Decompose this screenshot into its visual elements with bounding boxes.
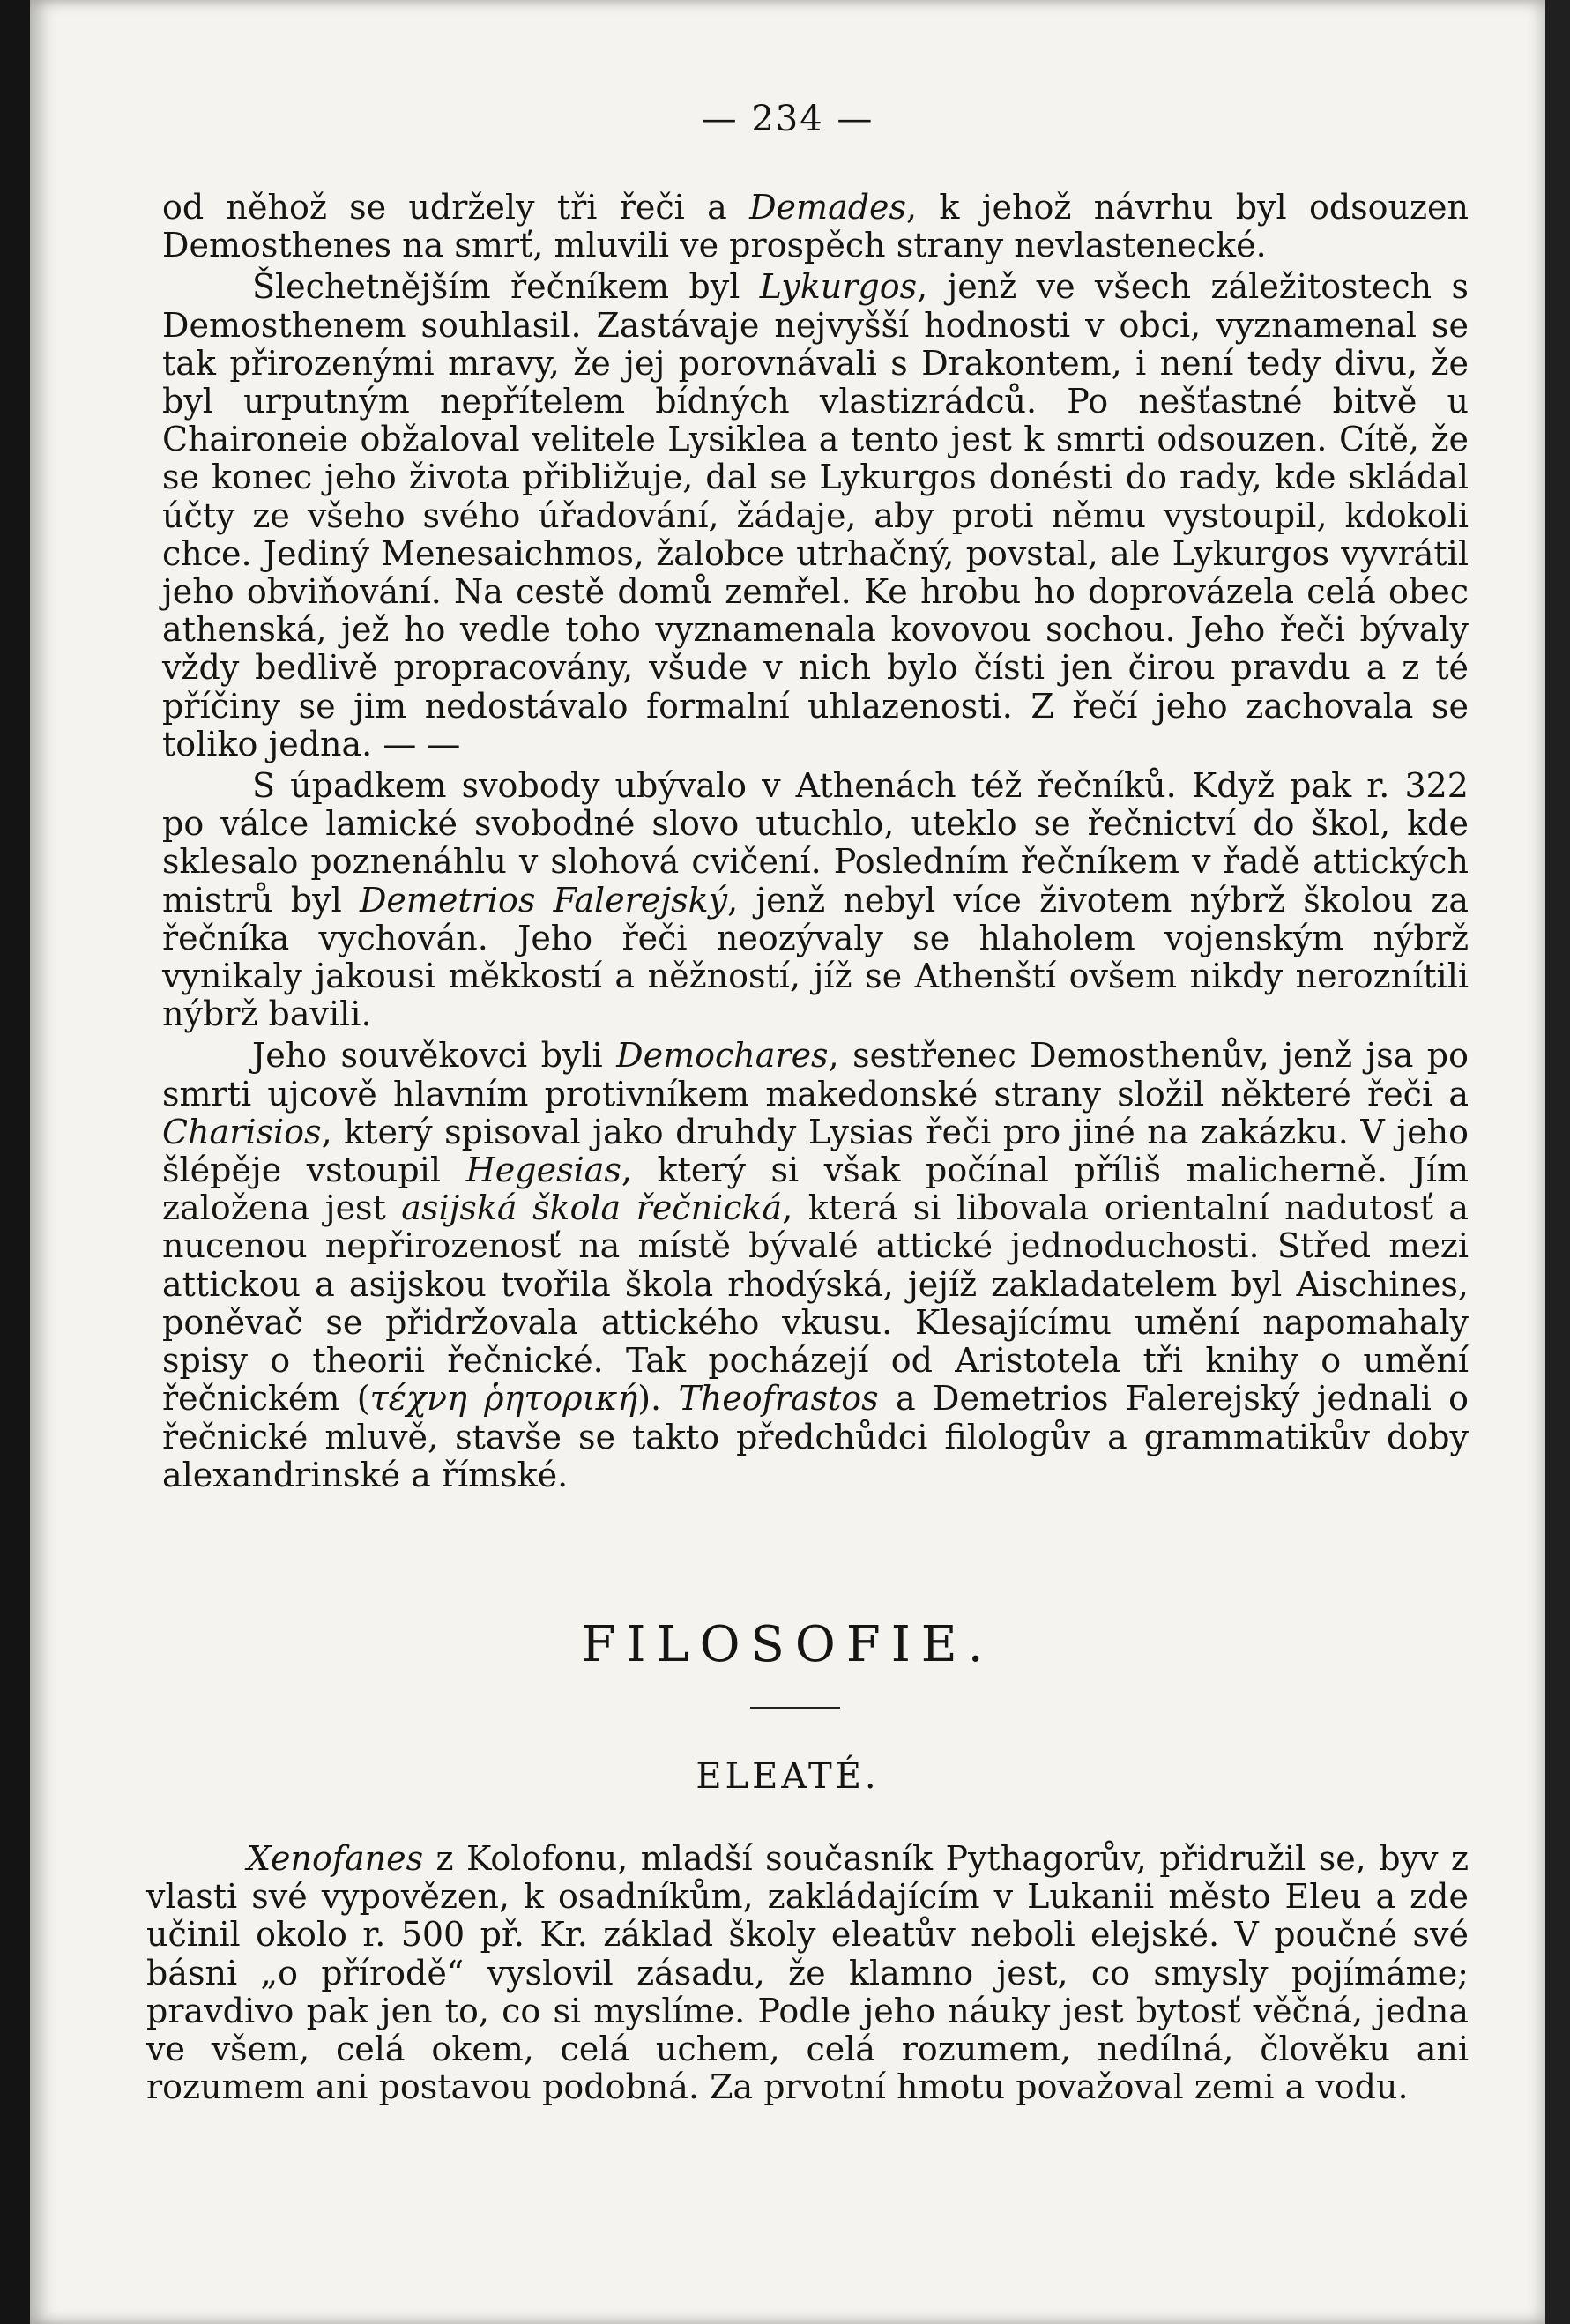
italic-term: Demades [749, 188, 907, 227]
scan-edge-right [1545, 0, 1570, 2324]
page-number: — 234 — [701, 99, 874, 139]
text-run: , jenž nebyl více životem nýbrž školou za řečníka vychován. Jeho řeči neozývaly se hlaholem vojenským nýbrž vynikaly jakousi měkkostí a něžností, jíž se Athenští ovšem nikdy neroznítili nýbrž bavili. [162, 880, 1470, 1034]
text-run: a Demetrios Falerejský jednali o řečnické mluvě, stavše se takto předchůdci filologův a grammatikův doby alexandrinské a římské. [162, 1379, 1470, 1494]
italic-term: Hegesias [465, 1151, 621, 1190]
text-run: , sestřenec Demosthenův, jenž jsa po smrti ujcově hlavním protivníkem makedonské strany složil některé řeči a [162, 1036, 1470, 1114]
text-run: z Kolofonu, mladší současník Pythagorův, přidružil se, byv z vlasti své vypovězen, k osadníkům, zakládajícím v Lukanii město Eleu a zde učinil okolo r. 500 př. Kr. základ školy eleatův neboli elejské. V poučné své básni „o přírodě“ vyslovil zásadu, že klamno jest, co smysly pojímáme; pravdivo pak jen to, co si myslíme. Podle jeho náuky jest bytosť věčná, jedna ve všem, celá okem, celá uchem, celá rozumem, nedílná, člověku ani rozumem ani postavou podobná. Za prvotní hmotu považoval zemi a vodu. [146, 1839, 1469, 2107]
scan-edge-left [0, 0, 30, 2324]
text-run: Šlechetnějším řečníkem byl [252, 267, 760, 307]
text-run: S úpadkem svobody ubývalo v Athenách též řečníků. Když pak r. 322 po válce lamické svobodné slovo utuchlo, uteklo se řečnictví do škol, kde sklesalo poznenáhlu v slohová cvičení. Posledním řečníkem v řadě attických mistrů byl [162, 766, 1469, 920]
text-run: , k jehož návrhu byl odsouzen Demosthenes na smrť, mluvili ve prospěch strany nevlastenecké. [162, 188, 1469, 265]
italic-term: τέχνη ῥητορική [369, 1379, 638, 1419]
text-run: , který spisoval jako druhdy Lysias řeči pro jiné na zakázku. V jeho šlépěje vstoupil [162, 1112, 1469, 1190]
italic-term: Theofrastos [678, 1379, 879, 1419]
subsection-title: ELEATÉ. [696, 1756, 880, 1797]
text-run: , jenž ve všech záležitostech s Demosthenem souhlasil. Zastávaje nejvyšší hodnosti v obci, vyznamenal se tak přirozenými mravy, že jej porovnávali s Drakontem, i není tedy divu, že byl urputným nepřítelem bídných vlastizrádců. Po nešťastné bitvě u Chaironeie obžaloval velitele Lysiklea a tento jest k smrti odsouzen. Cítě, že se konec jeho života přibližuje, dal se Lykurgos donésti do rady, kde skládal účty ze všeho svého úřadování, žádaje, aby proti němu vystoupil, kdokoli chce. Jediný Menesaichmos, žalobce utrhačný, povstal, ale Lykurgos vyvrátil jeho obviňování. Na cestě domů zemřel. Ke hrobu ho doprovázela celá obec athenská, jež ho vedle toho vyznamenala kovovou sochou. Jeho řeči bývaly vždy bedlivě propracovány, všude v nich bylo čísti jen čirou pravdu a z té příčiny se jim nedostávalo formalní uhlazenosti. Z řečí jeho zachovala se toliko jedna. — — [162, 267, 1469, 763]
text-run: Jeho souvěkovci byli [252, 1036, 617, 1076]
paragraph [162, 268, 1469, 763]
italic-term: Demochares [616, 1036, 829, 1076]
section-text [146, 1840, 1469, 2106]
section-title: FILOSOFIE. [581, 1616, 994, 1673]
italic-term: asijská škola řečnická [401, 1188, 783, 1228]
italic-term: Charisios [162, 1112, 322, 1151]
book-page [30, 0, 1545, 2324]
italic-term: Demetrios Falerejský [359, 880, 728, 920]
text-run: , která si libovala orientalní nadutosť a nucenou nepřirozenosť na místě bývalé attické jednoduchosti. Střed mezi attickou a asijskou tvořila škola rhodýská, jejíž zakladatelem byl Aischines, poněvač se přidržovala attického vkusu. Klesajícímu umění napomahaly spisy o theorii řečnické. Tak pocházejí od Aristotela tři knihy o umění řečnickém ( [162, 1188, 1469, 1419]
paragraph [162, 767, 1469, 1033]
text-run: od něhož se udržely tři řeči a [162, 188, 750, 227]
italic-term: Lykurgos [759, 267, 918, 307]
section-divider [750, 1707, 840, 1709]
paragraph [162, 189, 1469, 264]
paragraph [146, 1840, 1469, 2106]
main-text [162, 189, 1469, 1494]
italic-term: Xenofanes [247, 1839, 424, 1878]
paragraph [162, 1037, 1469, 1493]
text-run: ). [637, 1379, 679, 1419]
text-run: , který si však počínal příliš malicherně. Jím založena jest [162, 1151, 1470, 1228]
